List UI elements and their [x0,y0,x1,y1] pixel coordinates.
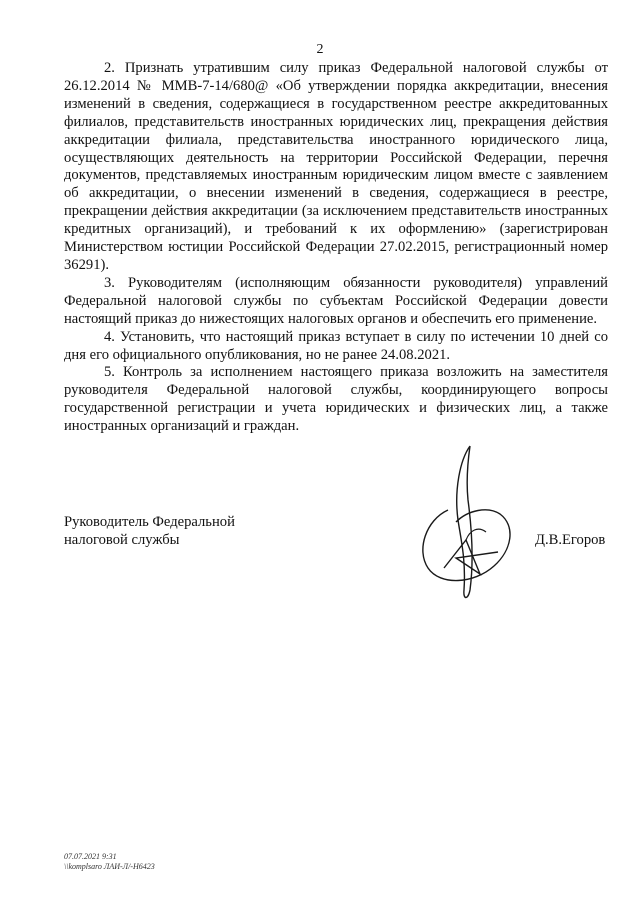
paragraph-4: 4. Установить, что настоящий приказ вступает в силу по истечении 10 дней со дня его официального опубликования, но не ранее 24.08.2021. [64,328,608,363]
handwritten-signature [408,440,538,610]
signer-name: Д.В.Егоров [535,532,606,548]
footer-timestamp: 07.07.2021 9:31 [64,852,117,861]
paragraph-5: 5. Контроль за исполнением настоящего приказа возложить на заместителя руководителя Федеральной налоговой службы, координирующего вопросы государственной регистрации и учета юридических и физических лиц, а также иностранных организаций и граждан. [64,364,608,435]
document-body [64,60,608,436]
signatory-position-line-1: Руководитель Федеральной [64,514,235,530]
signatory-position [64,513,235,549]
document-footer [64,852,155,872]
footer-file-path: \\komplsaro ЛАИ-Л/-Н6423 [64,862,155,871]
signatory-position-line-2: налоговой службы [64,532,180,548]
page-number: 2 [316,42,324,57]
paragraph-2: 2. Признать утратившим силу приказ Федеральной налоговой службы от 26.12.2014 № ММВ-7-14/680@ «Об утверждении порядка аккредитации, внесения изменений в сведения, содержащиеся в государственном реестре аккредитованных филиалов, представительств иностранных юридических лиц, прекращения действия аккредитации филиала, представительства иностранного юридического лица, осуществляющих деятельность на территории Российской Федерации, перечня документов, представляемых иностранным юридическим лицом вместе с заявлением об аккредитации, о внесении изменений в сведения, содержащиеся в реестре, прекращении действия аккредитации (за исключением представительств иностранных кредитных организаций), и требований к их оформлению» (зарегистрирован Министерством юстиции Российской Федерации 27.02.2015, регистрационный номер 36291). [64,60,608,273]
paragraph-3: 3. Руководителям (исполняющим обязанности руководителя) управлений Федеральной налоговой службы по субъектам Российской Федерации довести настоящий приказ до нижестоящих налоговых органов и обеспечить его применение. [64,274,608,327]
